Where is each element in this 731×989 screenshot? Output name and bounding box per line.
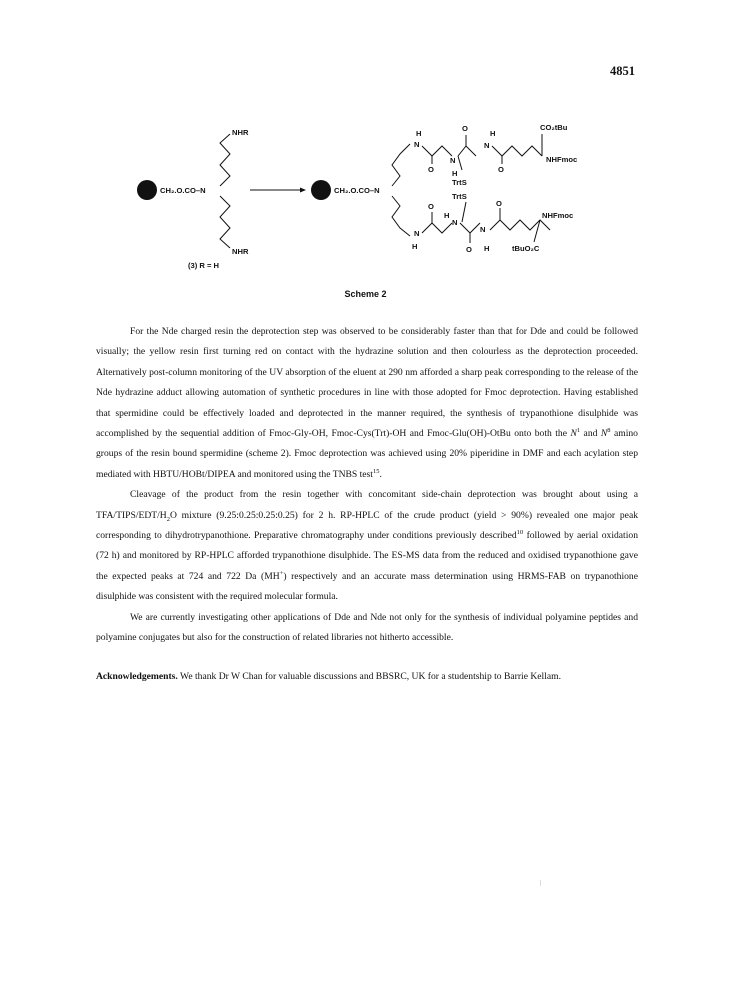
label-n2: N [450,156,456,165]
trts-top-label: TrtS [452,178,467,187]
label-o1: O [462,124,468,133]
label-o6: O [466,245,472,254]
arrow-head [300,188,306,193]
co2tbu-label: CO₂tBu [540,123,568,132]
paragraph-2-part-d: ) respectively and an accurate mass determination using HRMS-FAB on trypanothione disulphide was consistent with the required molecular formula. [96,570,638,603]
label-n1: N [414,140,420,149]
acknowledgements-heading: Acknowledgements. [96,670,178,682]
scan-artifact [540,880,541,886]
label-o2: O [428,165,434,174]
upper-cys-sidechain [458,156,462,170]
reference-10: 10 [516,528,524,536]
nhr-top-label: NHR [232,128,249,137]
label-h4: H [444,211,450,220]
lower-glycine-backbone [422,223,452,233]
label-h6: H [484,244,490,253]
paragraph-2-part-a: Cleavage of the product from the resin together with concomitant side-chain deprotection was brought about using a TFA/TIPS/EDT/H [96,489,638,521]
mh-plus-superscript: + [279,569,284,577]
scheme-2-figure [130,118,610,268]
upper-cysteine-backbone [458,146,476,156]
page-number: 4851 [610,64,635,78]
paragraph-2 [96,485,638,607]
nhr-bottom-label: NHR [232,247,249,256]
resin-bead-left [137,180,157,200]
body-text [96,322,638,687]
label-o4: O [428,202,434,211]
trts-bottom-label: TrtS [452,192,467,201]
nhfmoc-bottom-label: NHFmoc [542,211,574,220]
label-h3: H [452,169,458,178]
paragraph-2-part-b: O mixture (9.25:0.25:0.25:0.25) for 2 h. RP-HPLC of the crude product (yield > 90%) revealed one major peak corresponding to dihydrotrypanothione. Preparative chromatography under conditions previously described [96,509,638,542]
nhfmoc-top-label: NHFmoc [546,155,578,164]
lower-cys-sidechain [462,202,466,222]
reference-15: 15 [372,467,380,475]
n8-superscript: 8 [607,426,611,434]
chain-left-top [220,134,230,186]
upper-glycine-backbone [422,146,452,156]
paragraph-1 [96,322,638,485]
upper-glutamate-backbone [492,146,542,156]
paragraph-1-text: For the Nde charged resin the deprotection step was observed to be considerably faster than that for Dde and could be followed visually; the yellow resin first turning red on contact with the hydrazine solution and then colourless as the deprotection proceeded. Alternatively post-column monitoring of the UV absorption of the eluent at 290 nm afforded a sharp peak corresponding to the release of the Nde hydrazine adduct allowing automation of synthetic procedures in line with those adopted for Fmoc deprotection. Having established that spermidine could be effectively loaded and deprotected in the manner required, the synthesis of trypanothione disulphide was accomplished by the sequential addition of Fmoc-Gly-OH, Fmoc-Cys(Trt)-OH and Fmoc-Glu(OH)-OtBu onto both the [96,326,638,440]
label-o3: O [498,165,504,174]
paragraph-1-end: . [379,468,382,480]
chain-left-bottom [220,196,230,248]
linker-right-label: CH₂.O.CO–N [334,186,380,195]
tbuo2c-label: tBuO₂C [512,244,540,253]
label-n5: N [452,218,458,227]
n8-italic: N [600,428,608,440]
paragraph-2-part-c: followed by aerial oxidation (72 h) and monitored by RP-HPLC afforded trypanothione disulphide. The ES-MS data from the reduced and oxidised trypanothione gave the expected peaks at 724 and 722 Da (MH [96,530,638,582]
label-n6: N [480,225,486,234]
n1-superscript: 1 [576,426,581,434]
lower-cysteine-backbone [460,223,480,233]
label-h5: H [412,242,418,251]
lower-glutamate-backbone [490,220,550,230]
upper-spermidine-chain [392,144,410,186]
acknowledgements-text: We thank Dr W Chan for valuable discussions and BBSRC, UK for a studentship to Barrie Kellam. [177,670,562,682]
resin-bead-right [311,180,331,200]
n1-italic: N [570,428,577,440]
label-o5: O [496,199,502,208]
label-n4: N [414,229,420,238]
label-n3: N [484,141,490,150]
scheme-caption: Scheme 2 [344,289,387,299]
compound-label: (3) R = H [188,261,220,270]
lower-spermidine-chain [392,196,410,236]
label-h1: H [416,129,422,138]
h2o-subscript: 2 [166,515,170,523]
linker-left-label: CH₂.O.CO–N [160,186,206,195]
label-h2: H [490,129,496,138]
reaction-scheme-svg [130,118,610,268]
paragraph-1-tail: amino groups of the resin bound spermidine (scheme 2). Fmoc deprotection was achieved using 20% piperidine in DMF and each acylation step mediated with HBTU/HOBt/DIPEA and monitored using the TNBS test [96,428,638,480]
acknowledgements [96,667,638,687]
paragraph-1-and: and [580,428,601,440]
paragraph-3: We are currently investigating other applications of Dde and Nde not only for the synthesis of individual polyamine peptides and polyamine conjugates but also for the construction of related libraries not hitherto accessible. [96,611,638,644]
